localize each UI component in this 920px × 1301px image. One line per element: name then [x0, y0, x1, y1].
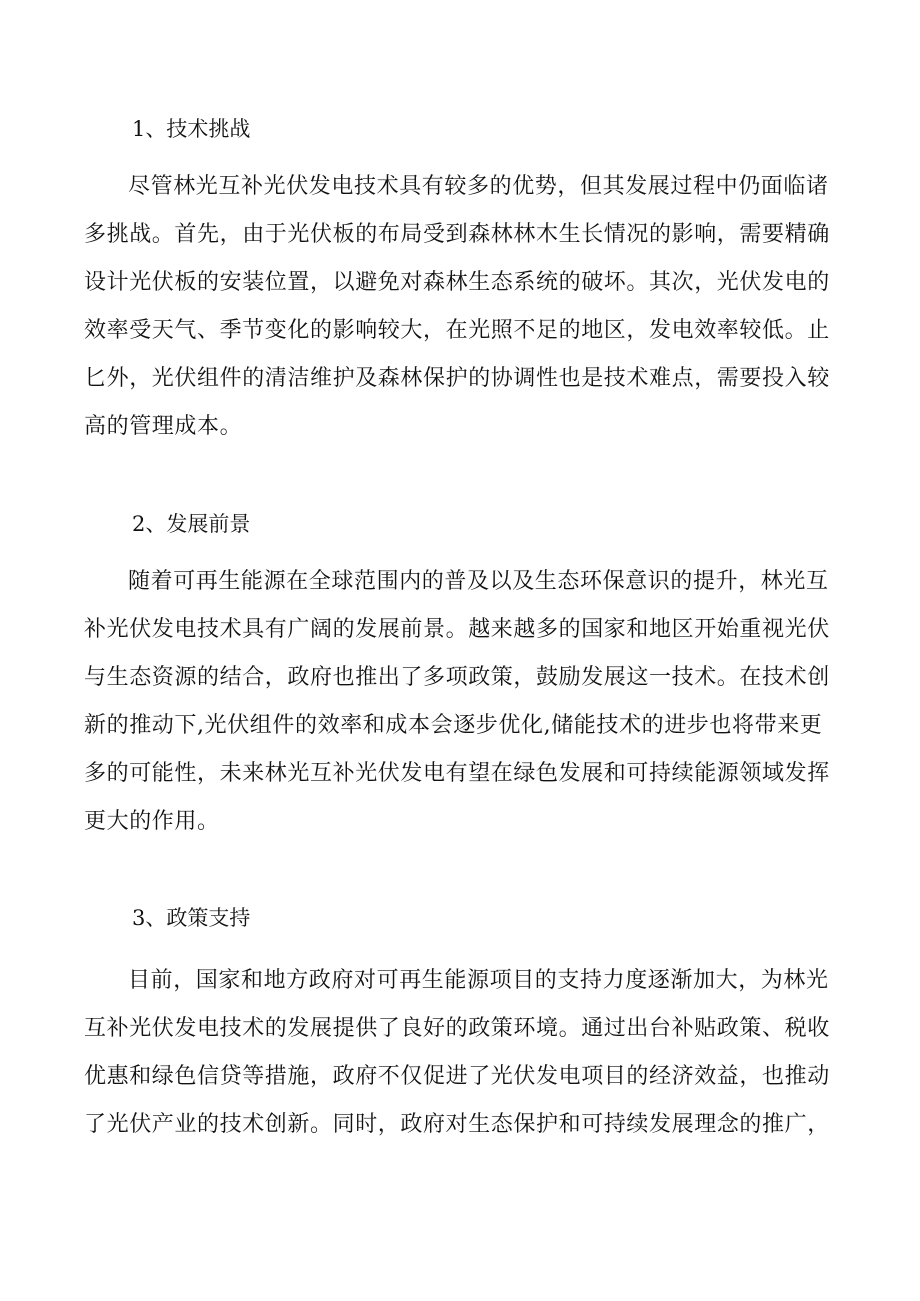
paragraph-line: 互补光伏发电技术的发展提供了良好的政策环境。通过出台补贴政策、税收 — [84, 1016, 830, 1041]
paragraph-line: 更大的作用。 — [84, 809, 220, 834]
paragraph-line: 高的管理成本。 — [84, 414, 243, 439]
paragraph-line: 新的推动下,光伏组件的效率和成本会逐步优化,储能技术的进步也将带来更 — [84, 713, 823, 738]
paragraph-line: 了光伏产业的技术创新。同时，政府对生态保护和可持续发展理念的推广， — [84, 1112, 830, 1137]
section-paragraph — [84, 558, 844, 846]
paragraph-line: 设计光伏板的安装位置，以避免对森林生态系统的破坏。其次，光伏发电的 — [84, 270, 830, 295]
paragraph-line: 随着可再生能源在全球范围内的普及以及生态环保意识的提升，林光互 — [128, 569, 829, 594]
section-heading: 2、发展前景 — [132, 512, 251, 536]
section-paragraph — [84, 163, 844, 451]
section-heading: 3、政策支持 — [132, 906, 251, 930]
paragraph-line: 目前，国家和地方政府对可再生能源项目的支持力度逐渐加大，为林光 — [128, 968, 829, 993]
paragraph-line: 优惠和绿色信贷等措施，政府不仅促进了光伏发电项目的经济效益，也推动 — [84, 1064, 830, 1089]
paragraph-line: 补光伏发电技术具有广阔的发展前景。越来越多的国家和地区开始重视光伏 — [84, 617, 830, 642]
paragraph-line: 多的可能性，未来林光互补光伏发电有望在绿色发展和可持续能源领域发挥 — [84, 761, 830, 786]
paragraph-line: 多挑战。首先，由于光伏板的布局受到森林林木生长情况的影响，需要精确 — [84, 222, 830, 247]
paragraph-line: 尽管林光互补光伏发电技术具有较多的优势，但其发展过程中仍面临诸 — [128, 174, 829, 199]
paragraph-line: 匕外，光伏组件的清洁维护及森林保护的协调性也是技术难点，需要投入较 — [84, 366, 830, 391]
section-heading: 1、技术挑战 — [132, 117, 251, 141]
section-paragraph — [84, 957, 844, 1149]
paragraph-line: 与生态资源的结合，政府也推出了多项政策，鼓励发展这一技术。在技术创 — [84, 665, 830, 690]
paragraph-line: 效率受天气、季节变化的影响较大，在光照不足的地区，发电效率较低。止 — [84, 318, 830, 343]
